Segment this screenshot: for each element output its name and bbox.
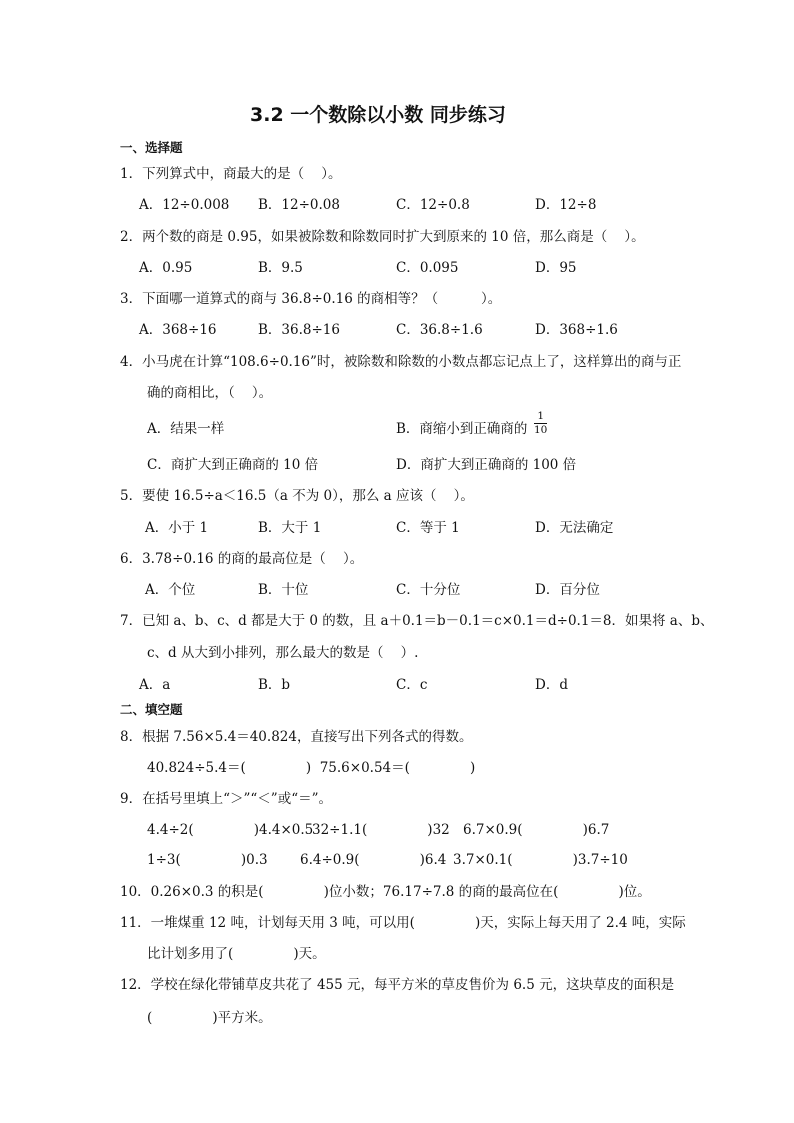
question-1-stem: 1．下列算式中，商最大的是（ ）。 — [120, 166, 342, 182]
question-9-item: 3.7×0.1( )3.7÷10 — [453, 852, 628, 868]
question-2-option-d: D．95 — [535, 260, 577, 276]
question-4-option-a: A．结果一样 — [147, 421, 225, 437]
question-3-option-a: A．368÷16 — [139, 322, 217, 338]
question-7-option-b: B．b — [258, 677, 291, 693]
question-3-stem: 3．下面哪一道算式的商与 36.8÷0.16 的商相等？（ ）。 — [120, 291, 502, 307]
question-1-option-c: C．12÷0.8 — [396, 197, 470, 213]
question-8-blanks: 40.824÷5.4＝( ) 75.6×0.54＝( ) — [147, 760, 476, 776]
question-4-fraction — [534, 411, 547, 436]
section-heading-choice: 一、选择题 — [120, 140, 183, 155]
question-9-item: 1÷3( )0.3 — [147, 852, 268, 868]
question-5-stem: 5．要使 16.5÷a＜16.5（a 不为 0），那么 a 应该（ ）。 — [120, 488, 474, 504]
fraction-numerator: 1 — [537, 410, 545, 422]
question-6-option-b: B．十位 — [258, 582, 309, 598]
question-12-stem-line1: 12．学校在绿化带铺草皮共花了 455 元，每平方米的草皮售价为 6.5 元，这块草皮的面积是 — [120, 977, 675, 993]
question-11-stem-line2: 比计划多用了( )天。 — [147, 946, 326, 962]
question-5-option-b: B．大于 1 — [258, 520, 322, 536]
question-2-option-a: A．0.95 — [139, 260, 193, 276]
question-6-option-a: A．个位 — [145, 582, 196, 598]
question-9-item: 4.4÷2( )4.4×0.5 — [147, 822, 314, 838]
question-2-option-b: B．9.5 — [258, 260, 303, 276]
question-11-stem-line1: 11．一堆煤重 12 吨，计划每天用 3 吨，可以用( )天，实际上每天用了 2.4 吨，实际 — [120, 915, 686, 931]
question-6-option-d: D．百分位 — [535, 582, 600, 598]
question-4-stem-line1: 4．小马虎在计算“108.6÷0.16”时，被除数和除数的小数点都忘记点上了，这样算出的商与正 — [120, 354, 682, 370]
question-7-option-d: D．d — [535, 677, 568, 693]
question-5-option-a: A．小于 1 — [145, 520, 209, 536]
page-title: 3.2 一个数除以小数 同步练习 — [250, 104, 506, 126]
question-7-stem-line1: 7．已知 a、b、c、d 都是大于 0 的数，且 a＋0.1＝b－0.1＝c×0.1＝d÷0.1＝8．如果将 a、b、 — [120, 613, 714, 629]
question-9-item: 32÷1.1( )32 — [312, 822, 450, 838]
fraction-denominator: 10 — [534, 424, 548, 436]
question-1-option-d: D．12÷8 — [535, 197, 597, 213]
question-8-stem: 8．根据 7.56×5.4＝40.824，直接写出下列各式的得数。 — [120, 729, 473, 745]
question-12-stem-line2: ( )平方米。 — [147, 1010, 272, 1026]
section-heading-fill: 二、填空题 — [120, 702, 183, 717]
question-4-option-c: C．商扩大到正确商的 10 倍 — [147, 457, 319, 473]
question-9-stem: 9．在括号里填上“＞”“＜”或“＝”。 — [120, 791, 332, 807]
question-6-stem: 6．3.78÷0.16 的商的最高位是（ ）。 — [120, 551, 364, 567]
question-10-stem: 10．0.26×0.3 的积是( )位小数；76.17÷7.8 的商的最高位在( )位。 — [120, 884, 651, 900]
question-9-item: 6.7×0.9( )6.7 — [463, 822, 610, 838]
question-3-option-b: B．36.8÷16 — [258, 322, 340, 338]
question-1-option-b: B．12÷0.08 — [258, 197, 340, 213]
question-5-option-c: C．等于 1 — [396, 520, 460, 536]
question-4-option-d: D．商扩大到正确商的 100 倍 — [396, 457, 577, 473]
question-4-stem-line2: 确的商相比，（ ）。 — [147, 385, 273, 401]
question-7-stem-line2: c、d 从大到小排列，那么最大的数是（ ）. — [147, 645, 419, 661]
question-7-option-a: A．a — [139, 677, 171, 693]
question-2-option-c: C．0.095 — [396, 260, 459, 276]
question-3-option-c: C．36.8÷1.6 — [396, 322, 483, 338]
question-7-option-c: C．c — [396, 677, 428, 693]
question-6-option-c: C．十分位 — [396, 582, 461, 598]
question-3-option-d: D．368÷1.6 — [535, 322, 618, 338]
question-4-option-b: B．商缩小到正确商的 — [396, 421, 528, 437]
question-1-option-a: A．12÷0.008 — [139, 197, 230, 213]
question-2-stem: 2．两个数的商是 0.95，如果被除数和除数同时扩大到原来的 10 倍，那么商是（ ）。 — [120, 229, 645, 245]
question-5-option-d: D．无法确定 — [535, 520, 614, 536]
question-9-item: 6.4÷0.9( )6.4 — [300, 852, 447, 868]
